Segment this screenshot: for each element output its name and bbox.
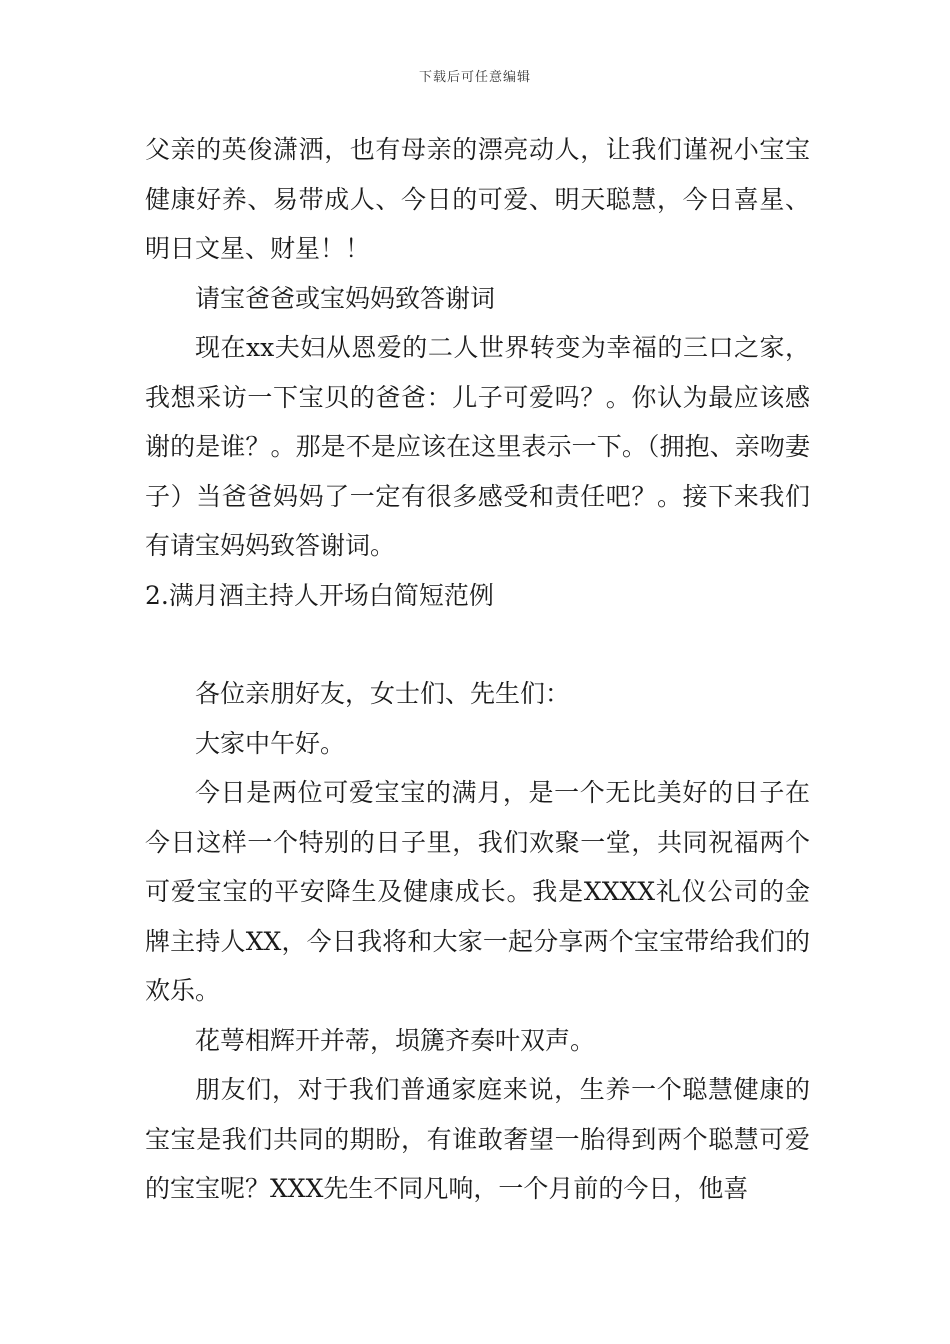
- paragraph-interview: 现在xx夫妇从恩爱的二人世界转变为幸福的三口之家，我想采访一下宝贝的爸爸：儿子可爱吗？。你认为最应该感谢的是谁？。那是不是应该在这里表示一下。（拥抱、亲吻妻子）当爸爸妈妈了一定有很多感受和责任吧？。接下来我们有请宝妈妈致答谢词。: [145, 333, 810, 560]
- paragraph-good-noon: 大家中午好。: [195, 728, 346, 758]
- page-header: 下载后可任意编辑: [418, 70, 531, 85]
- paragraph-continuation: 父亲的英俊潇洒，也有母亲的漂亮动人，让我们谨祝小宝宝健康好养、易带成人、今日的可爱、明天聪慧，今日喜星、明日文星、财星！！: [145, 135, 810, 263]
- paragraph-introduction: 今日是两位可爱宝宝的满月，是一个无比美好的日子在今日这样一个特别的日子里，我们欢聚一堂，共同祝福两个可爱宝宝的平安降生及健康成长。我是XXXX礼仪公司的金牌主持人XX，今日我将和大家一起分享两个宝宝带给我们的欢乐。: [145, 778, 810, 1005]
- paragraph-greeting: 各位亲朋好友，女士们、先生们：: [195, 679, 571, 708]
- paragraph-friends: 朋友们，对于我们普通家庭来说，生养一个聪慧健康的宝宝是我们共同的期盼，有谁敢奢望一胎得到两个聪慧可爱的宝宝呢？XXX先生不同凡响，一个月前的今日，他喜: [145, 1075, 810, 1203]
- document-body: [145, 125, 810, 1214]
- paragraph-thanks-heading: 请宝爸爸或宝妈妈致答谢词: [195, 283, 496, 313]
- paragraph-verse: 花萼相辉开并蒂，埙篪齐奏叶双声。: [195, 1025, 596, 1055]
- section-title: 2.满月酒主持人开场白简短范例: [145, 580, 494, 610]
- section-gap: [145, 620, 810, 669]
